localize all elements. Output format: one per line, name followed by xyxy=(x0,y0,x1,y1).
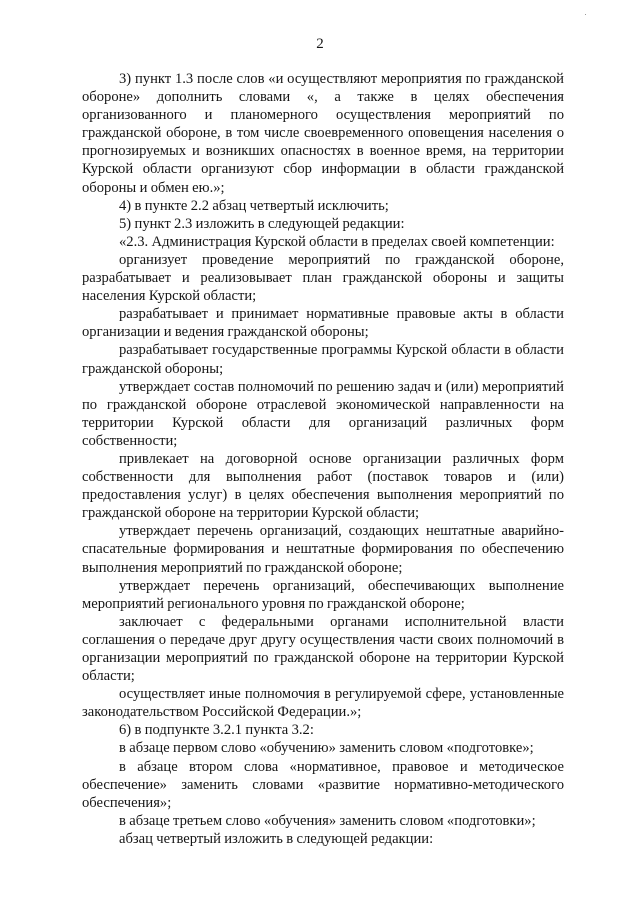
paragraph-amendment-3: в абзаце третьем слово «обучения» заменить словом «подготовки»; xyxy=(119,812,536,829)
page-number: 2 xyxy=(316,36,324,52)
paragraph-amendment-4: абзац четвертый изложить в следующей редакции: xyxy=(119,830,434,847)
paragraph-item-6: 6) в подпункте 3.2.1 пункта 3.2: xyxy=(119,722,314,739)
paragraph-competence-5: привлекает на договорной основе организации различных форм собственности для выполнения работ (поставок товаров и (или) предоставления услуг) в целях обеспечения выполнения мероприятий по гражданской обороне на территории Курской области; xyxy=(82,450,564,522)
paragraph-item-5: 5) пункт 2.3 изложить в следующей редакции: xyxy=(119,215,405,232)
paragraph-amendment-2: в абзаце втором слова «нормативное, правовое и методическое обеспечение» заменить словами «развитие нормативно-методического обеспечения»; xyxy=(82,758,564,811)
paragraph-competence-9: осуществляет иные полномочия в регулируемой сфере, установленные законодательством Российской Федерации.»; xyxy=(82,686,564,721)
paragraph-competence-2: разрабатывает и принимает нормативные правовые акты в области организации и ведения гражданской обороны; xyxy=(82,306,564,341)
paragraph-amendment-1: в абзаце первом слово «обучению» заменить словом «подготовке»; xyxy=(119,740,534,757)
paragraph-competence-3: разрабатывает государственные программы Курской области в области гражданской обороны; xyxy=(82,342,564,377)
paragraph-section-2-3-heading: «2.3. Администрация Курской области в пределах своей компетенции: xyxy=(119,233,555,250)
paragraph-competence-4: утверждает состав полномочий по решению задач и (или) мероприятий по гражданской обороне отраслевой экономической направленности на территории Курской области для организаций различных форм собственности; xyxy=(82,378,564,449)
paragraph-item-3: 3) пункт 1.3 после слов «и осуществляют мероприятия по гражданской обороне» дополнить словами «, а также в целях обеспечения организованного и планомерного осуществления мероприятий по гражданской обороне, в том числе своевременного оповещения населения о прогнозируемых и возникших опасностях в военное время, на территории Курской области организуют сбор информации в области гражданской обороны и обмен ею.»; xyxy=(82,71,564,196)
paragraph-competence-6: утверждает перечень организаций, создающих нештатные аварийно-спасательные формирования и нештатные формирования по обеспечению выполнения мероприятий по гражданской обороне; xyxy=(82,523,564,576)
paragraph-competence-8: заключает с федеральными органами исполнительной власти соглашения о передаче друг другу осуществления части своих полномочий в организации мероприятий по гражданской обороне на территории Курской области; xyxy=(82,613,564,685)
paragraph-item-4: 4) в пункте 2.2 абзац четвертый исключить; xyxy=(119,197,389,214)
scan-artifact xyxy=(585,14,586,15)
paragraph-competence-1: организует проведение мероприятий по гражданской обороне, разрабатывает и реализовывает план гражданской обороны и защиты населения Курской области; xyxy=(82,251,564,305)
document-body xyxy=(82,70,564,848)
paragraph-competence-7: утверждает перечень организаций, обеспечивающих выполнение мероприятий регионального уровня по гражданской обороне; xyxy=(82,577,564,612)
